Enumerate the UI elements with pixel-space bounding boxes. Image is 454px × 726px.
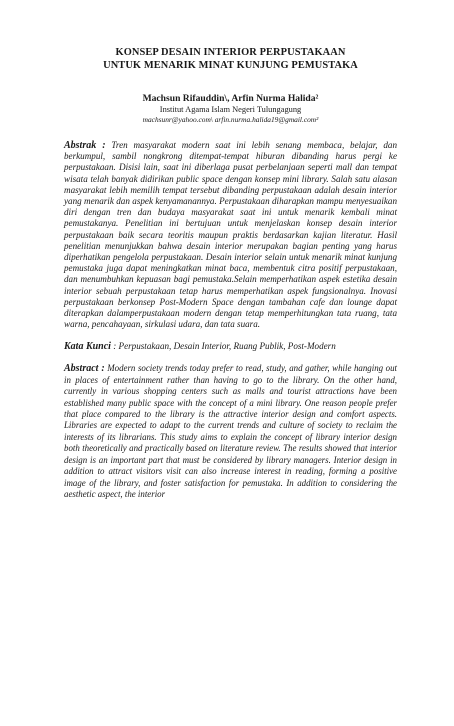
abstract-en-label: Abstract : bbox=[64, 363, 105, 375]
title-line-2: UNTUK MENARIK MINAT KUNJUNG PEMUSTAKA bbox=[103, 60, 358, 71]
abstrak-text: Tren masyarakat modern saat ini lebih senang membaca, belajar, dan berkumpul, sambil nongkrong ditempat-tempat hiburan dibanding harus pergi ke perpustakaan. Disisi lain, saat ini diberlaga pusat perbelanjaan seperti mall dan tempat wisata telah banyak didirikan public space dengan konsep mini library. Salah satu alasan masyarakat lebih memilih tempat tersebut dibanding perpustakaan adalah desain interior yang menarik dan aspek kenyamanannya. Perpustakaan diharapkan mampu menyesuaikan diri dengan tren dan budaya masyarakat saat ini untuk menarik kembali minat pemustakanya. Penelitian ini bertujuan untuk menjelaskan konsep desain interior perpustakaan baik secara teoritis maupun praktis berdasarkan kajian literatur. Hasil penelitian menunjukkan bahwa desain interior merupakan bagian penting yang harus diperhatikan pengelola perpustakaan. Desain interior selain untuk menarik minat kunjung pemustaka juga dapat meningkatkan minat baca, membentuk citra positif perpustakaan, dan menumbuhkan kepuasan bagi pemustaka.Selain memperhatikan aspek estetika desain interior sebuah perpustakaan tetap harus memperhatikan aspek fungsionalnya. Inovasi perpustakaan berkonsep Post-Modern Space dengan tambahan cafe dan lounge dapat diterapkan dalamperpustakaan modern dengan tetap memperhitungkan tata ruang, tata warna, pencahayaan, sirkulasi udara, dan tata suara. bbox=[64, 140, 397, 330]
paper-page bbox=[0, 46, 454, 726]
abstrak-label: Abstrak : bbox=[64, 140, 106, 151]
title-line-1: KONSEP DESAIN INTERIOR PERPUSTAKAAN bbox=[115, 47, 346, 58]
author-affiliation: Institut Agama Islam Negeri Tulungagung bbox=[159, 105, 302, 114]
author-names: Machsun Rifauddin\, Arfin Nurma Halida² bbox=[142, 93, 319, 104]
abstract-en-paragraph bbox=[64, 363, 397, 500]
keywords-text: : Perpustakaan, Desain Interior, Ruang Publik, Post-Modern bbox=[110, 341, 336, 352]
author-emails: machsunr@yahoo.com\ arfin.nurma.halida19@gmail.com² bbox=[142, 115, 319, 124]
keywords-label: Kata Kunci bbox=[64, 341, 111, 353]
keywords-line bbox=[64, 340, 397, 353]
abstrak-paragraph bbox=[64, 140, 397, 330]
paper-title bbox=[64, 46, 397, 72]
abstract-en-text: Modern society trends today prefer to read, study, and gather, while hanging out in places of entertainment rather than having to go to the library. On the other hand, currently in various shopping centers such as malls and tourist attractions have been established many public space with the concept of a mini library. One reason people prefer that place compared to the library is the attractive interior design and comfort aspects. Libraries are expected to adapt to the current trends and culture of society to reclaim the interests of its librarians. This study aims to explain the concept of library interior design both theoretically and practically based on literature review. The results showed that interior design is an important part that must be considered by library managers. Interior design in addition to attract visitors visit can also increase interest in reading, forming a positive image of the library, and foster satisfaction for pemustaka. In addition to considering the aesthetic aspect, the interior bbox=[64, 363, 398, 499]
